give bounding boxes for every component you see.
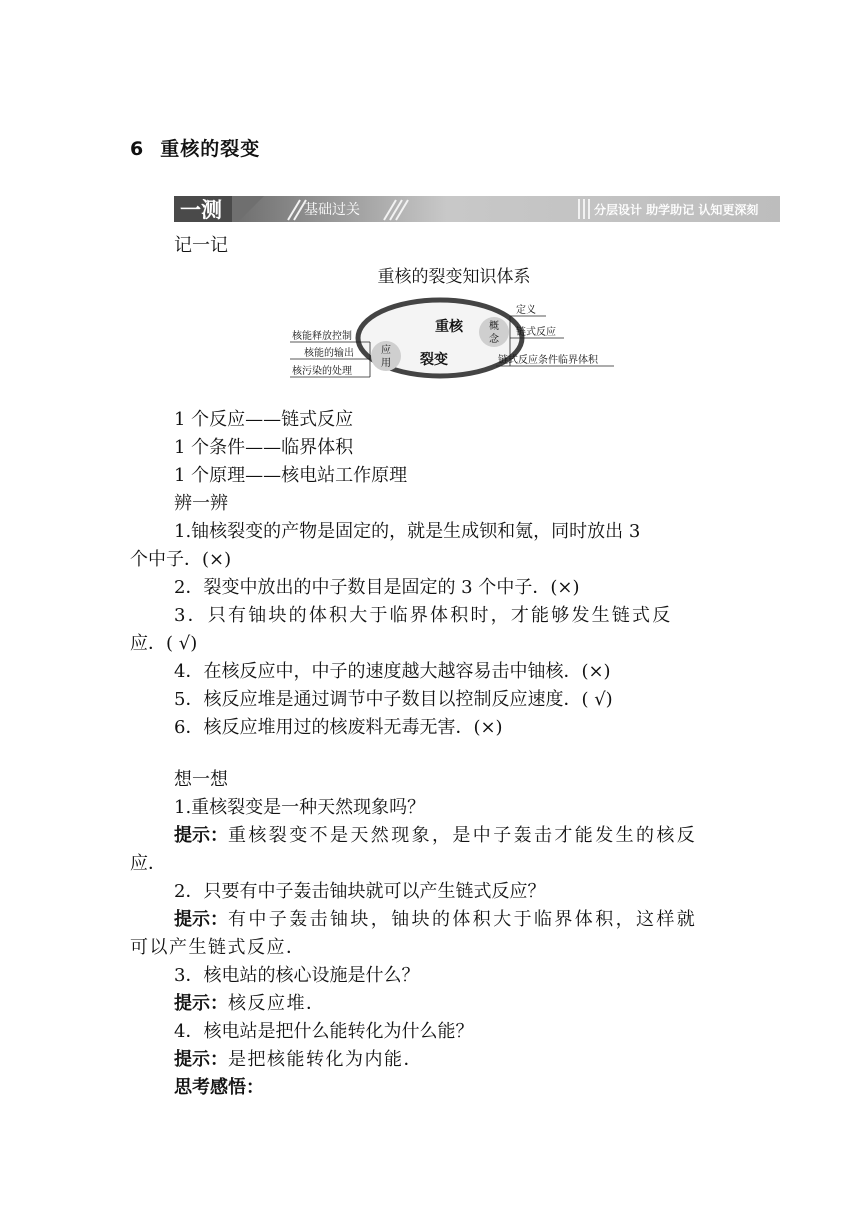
think-answer-2-line-2: 可以产生链式反应．: [130, 937, 306, 958]
knowledge-diagram: [284, 258, 624, 388]
diagram-left-item-2: 核能的输出: [304, 348, 354, 359]
think-question-2: 2．只要有中子轰击铀块就可以产生链式反应？: [174, 881, 546, 902]
judge-item-3-line-2: 应．( √): [130, 633, 198, 654]
diagram-right-item-3: 链式反应条件临界体积: [498, 355, 598, 366]
summary-line-1: 1 个反应——链式反应: [174, 409, 354, 430]
judge-item-2: 2．裂变中放出的中子数目是固定的 3 个中子．(×): [174, 577, 580, 598]
banner-middle-label: 基础过关: [304, 202, 360, 218]
diagram-apply-node-char2: 用: [381, 358, 391, 369]
title-number: 6: [130, 138, 145, 160]
section-banner: [174, 196, 780, 222]
section-distinguish: 辨一辨: [174, 493, 228, 514]
hint-label: 提示：: [174, 825, 228, 846]
diagram-right-item-1: 定义: [516, 305, 536, 316]
diagram-left-item-1: 核能释放控制: [292, 331, 352, 342]
diagram-right-item-2: 链式反应: [516, 327, 556, 338]
think-answer-1-line-2: 应．: [130, 853, 166, 874]
summary-line-3: 1 个原理——核电站工作原理: [174, 465, 408, 486]
judge-item-6: 6．核反应堆用过的核废料无毒无害．(×): [174, 717, 503, 738]
think-answer-1-line-1: [0, 822, 860, 850]
hint-text: 有中子轰击铀块，铀块的体积大于临界体积，这样就: [228, 909, 698, 930]
think-question-3: 3．核电站的核心设施是什么？: [174, 965, 420, 986]
think-answer-3: [0, 990, 860, 1018]
judge-item-5: 5．核反应堆是通过调节中子数目以控制反应速度．( √): [174, 689, 613, 710]
page-title: [130, 134, 260, 161]
banner-graphic: [174, 196, 780, 222]
section-remember: 记一记: [174, 235, 228, 256]
section-think: 想一想: [174, 769, 228, 790]
summary-line-2: 1 个条件——临界体积: [174, 437, 354, 458]
banner-right-label: 分层设计 助学助记 认知更深刻: [594, 203, 759, 217]
diagram-concept-node-char2: 念: [489, 334, 499, 345]
hint-label: 提示：: [174, 1049, 228, 1070]
diagram-concept-node-char1: 概: [489, 321, 499, 332]
diagram-center-bottom: 裂变: [420, 352, 448, 368]
diagram-left-item-3: 核污染的处理: [292, 366, 352, 377]
diagram-title: 重核的裂变知识体系: [377, 267, 531, 287]
judge-item-1-line-2: 个中子．(×): [130, 549, 232, 570]
hint-label: 提示：: [174, 993, 228, 1014]
hint-text: 核反应堆．: [228, 993, 326, 1014]
banner-left-label: 一测: [180, 198, 222, 222]
judge-item-3-line-1: 3．只有铀块的体积大于临界体积时，才能够发生链式反: [174, 605, 673, 626]
hint-text: 重核裂变不是天然现象，是中子轰击才能发生的核反: [228, 825, 698, 846]
think-answer-2-line-1: [0, 906, 860, 934]
judge-item-4: 4．在核反应中，中子的速度越大越容易击中铀核．(×): [174, 661, 611, 682]
hint-text: 是把核能转化为内能．: [228, 1049, 423, 1070]
think-question-4: 4．核电站是把什么能转化为什么能？: [174, 1021, 474, 1042]
diagram-apply-node-char1: 应: [381, 345, 391, 356]
think-answer-4: [0, 1046, 860, 1074]
section-reflect: 思考感悟：: [174, 1077, 264, 1098]
judge-item-1-line-1: 1.铀核裂变的产物是固定的，就是生成钡和氪，同时放出 3: [174, 521, 641, 542]
hint-label: 提示：: [174, 909, 228, 930]
title-text: 重核的裂变: [160, 138, 261, 160]
diagram-center-top: 重核: [435, 319, 463, 335]
think-question-1: 1.重核裂变是一种天然现象吗？: [174, 797, 426, 818]
